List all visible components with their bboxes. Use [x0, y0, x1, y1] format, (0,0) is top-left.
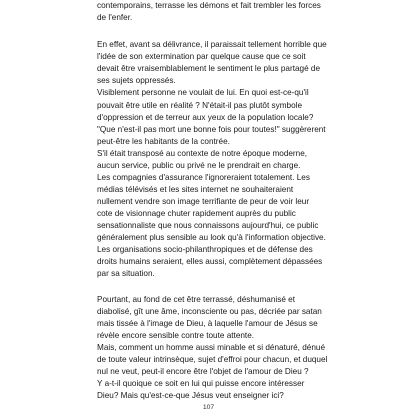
text-line: Y a-t-il quoique ce soit en lui qui puisse encore intéresser	[97, 378, 305, 388]
text-line: contemporains, terrasse les démons et fait trembler les forces	[97, 1, 321, 10]
text-line: pouvait être utile en réalité ? N'était-il pas plutôt symbole	[97, 100, 302, 110]
paragraph-2	[97, 39, 347, 280]
text-line: d'oppression et de terreur aux yeux de la population locale?	[97, 112, 314, 122]
text-line: devait être vraisemblablement le sentiment le plus partagé de	[97, 64, 321, 74]
text-line: cote de visionnage chuter rapidement auprès du public	[97, 208, 296, 218]
text-line: diabolisé, gît une âme, inconsciente ou pas, décriée par satan	[97, 306, 322, 316]
text-line: Dieu? Mais qu'est-ce-que Jésus veut enseigner ici?	[97, 390, 284, 400]
text-line: droits humains seraient, elles aussi, complètement dépassées	[97, 257, 323, 267]
page-number: 107	[202, 404, 215, 411]
text-line: de toute valeur intrinsèque, sujet d'effroi pour chacun, et duquel	[97, 354, 328, 364]
text-line: "Que n'est-il pas mort une bonne fois pour toutes!" suggèrerent	[97, 124, 326, 134]
text-line: peut-être les habitants de la contrée.	[97, 136, 230, 146]
text-line: nullement vendre son image terrifiante de peur de voir leur	[97, 196, 310, 206]
text-line: ses sujets oppressés.	[97, 76, 176, 86]
text-line: aucun service, public ou privé ne le prendrait en charge.	[97, 160, 301, 170]
text-line: par sa situation.	[97, 269, 155, 279]
text-line: Mais, comment un homme aussi minable et si dénaturé, dénué	[97, 342, 326, 352]
body-text	[97, 0, 347, 402]
text-line: l'idée de son extermination par quelque cause que ce soit	[97, 52, 306, 62]
text-line: Les organisations socio-philanthropiques et de défense des	[97, 245, 313, 255]
text-line: mais tissée à l'image de Dieu, à laquelle l'amour de Jésus se	[97, 318, 318, 328]
text-line: généralement plus sensible au look qu'à l'information objective.	[97, 233, 326, 243]
text-line: S'il était transposé au contexte de notre époque moderne,	[97, 148, 308, 158]
text-line: nul ne veut, peut-il encore être l'objet de l'amour de Dieu ?	[97, 366, 309, 376]
text-line: Les compagnies d'assurance l'ignoreraient totalement. Les	[97, 172, 310, 182]
text-line: de l'enfer.	[97, 13, 133, 23]
paragraph-3	[97, 294, 347, 402]
text-line: révèle encore sensible contre toute attente.	[97, 330, 255, 340]
text-line: sensationnaliste que nous connaissons aujourd'hui, ce public	[97, 220, 319, 230]
paragraph-1	[97, 0, 347, 24]
text-line: médias télévisés et les sites internet ne souhaiteraient	[97, 184, 294, 194]
text-line: Visiblement personne ne voulait de lui. En quoi est-ce-qu'il	[97, 88, 309, 98]
text-line: En effet, avant sa délivrance, il paraissait tellement horrible que	[97, 40, 327, 50]
text-line: Pourtant, au fond de cet être terrassé, déshumanisé et	[97, 294, 295, 304]
